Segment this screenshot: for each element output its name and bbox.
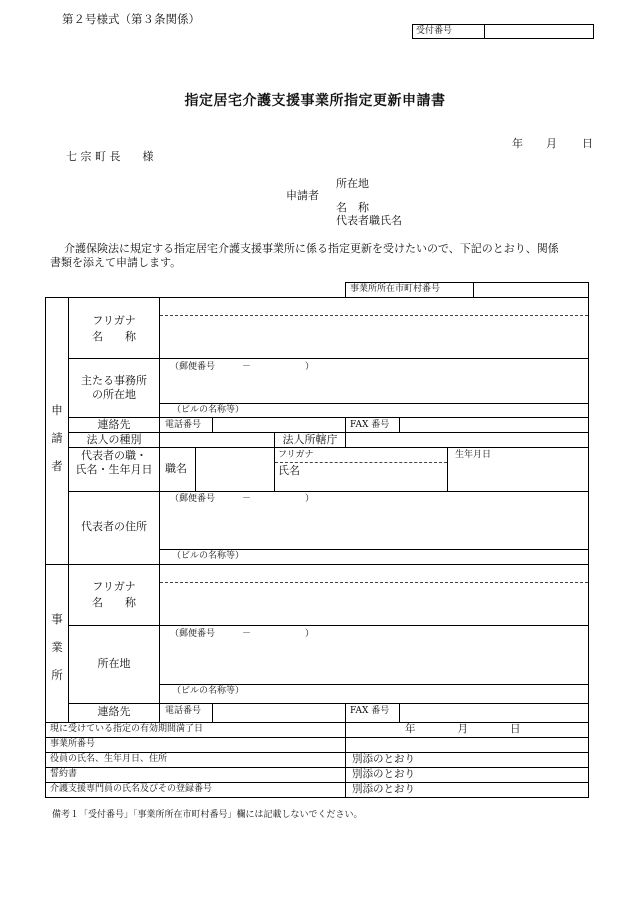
pledge-label: 誓約書 [50,769,78,779]
office-building-label: （ビルの名称等） [172,686,245,696]
applicant-side-label: 申請者 [51,403,63,473]
office-address-input[interactable] [162,642,586,682]
body-text-1: 介護保険法に規定する指定居宅介護支援事業所に係る指定更新を受けたいので、下記のとおり、関係 [64,242,559,255]
applicant-address-input[interactable] [162,375,586,401]
pledge-value: 別添のとおり [352,768,415,780]
care-manager-value: 別添のとおり [352,783,415,795]
applicant-phone-label: 電話番号 [165,420,202,430]
office-postal-label: （郵便番号 － ） [170,629,315,639]
applicant-label: 申請者 [286,189,319,202]
form-number: 第２号様式（第３条関係） [62,12,200,26]
corp-office-input[interactable] [346,433,587,446]
office-phone-input[interactable] [213,704,344,721]
officers-label: 役員の氏名、生年月日、住所 [50,754,168,764]
rep-title-label-2: 氏名・生年月日 [75,463,153,476]
applicant-name-row-label: 名 称 [92,330,136,343]
office-furigana-input[interactable] [162,567,586,581]
date-month: 月 [546,137,557,150]
office-location-label: 所在地 [97,657,131,670]
municipality-number-field[interactable] [474,283,588,297]
care-manager-label: 介護支援専門員の氏名及びその登録番号 [50,784,213,794]
rep-birth-input[interactable] [448,462,587,489]
expiry-date-label: 現に受けている指定の有効期間満了日 [50,724,204,734]
rep-name-input[interactable] [300,464,444,488]
office-side-label: 事業所 [51,612,63,682]
rep-name-label: 氏名 [278,464,300,477]
applicant-building-label: （ビルの名称等） [172,405,245,415]
receipt-number-label: 受付番号 [416,26,453,36]
rep-address-input[interactable] [162,507,586,547]
office-addr-label-1: 主たる事務所 [81,374,147,387]
date-year: 年 [512,137,523,150]
office-name-input[interactable] [162,585,586,623]
applicant-fax-label: FAX 番号 [350,420,390,430]
municipality-number-label: 事業所所在市町村番号 [350,284,441,294]
rep-postal-label: （郵便番号 － ） [170,494,315,504]
applicant-furigana-label: フリガナ [92,314,136,327]
rep-furigana-label: フリガナ [278,450,314,460]
officers-value: 別添のとおり [352,753,415,765]
office-contact-label: 連絡先 [97,705,131,718]
office-fax-label: FAX 番号 [350,706,390,716]
office-furigana-label: フリガナ [92,580,136,593]
addressee: 七 宗 町 長 様 [66,150,154,163]
rep-post-label: 職名 [165,462,187,475]
applicant-phone-input[interactable] [213,418,344,431]
corp-office-label: 法人所轄庁 [282,433,338,446]
expiry-date-value[interactable]: 年 月 日 [405,723,521,735]
office-name-row-label: 名 称 [92,596,136,609]
applicant-fax-input[interactable] [400,418,587,431]
applicant-name-label: 名 称 [336,201,369,214]
rep-post-input[interactable] [196,449,272,489]
applicant-rep-label: 代表者職氏名 [336,214,402,227]
footnote: 備考１「受付番号」「事業所所在市町村番号」欄には記載しないでください。 [52,810,363,820]
page-title: 指定居宅介護支援事業所指定更新申請書 [184,93,446,109]
office-addr-label-2: の所在地 [92,388,136,401]
applicant-name-input[interactable] [162,318,586,356]
applicant-address-label: 所在地 [336,177,369,190]
rep-birth-label: 生年月日 [455,450,492,460]
office-number-value[interactable] [350,738,586,750]
corp-type-input[interactable] [162,433,272,446]
body-text-2: 書類を添えて申請します。 [50,256,182,269]
office-phone-label: 電話番号 [165,706,202,716]
applicant-contact-label: 連絡先 [97,418,131,431]
office-fax-input[interactable] [400,704,587,721]
office-number-label: 事業所番号 [50,739,96,749]
applicant-postal-label: （郵便番号 － ） [170,362,315,372]
rep-address-label: 代表者の住所 [81,520,147,533]
corp-type-label: 法人の種別 [86,433,142,446]
rep-title-label-1: 代表者の職・ [81,449,147,462]
rep-building-label: （ビルの名称等） [172,551,245,561]
applicant-furigana-input[interactable] [162,300,586,314]
receipt-number-field[interactable] [485,25,593,38]
date-day: 日 [582,137,593,150]
